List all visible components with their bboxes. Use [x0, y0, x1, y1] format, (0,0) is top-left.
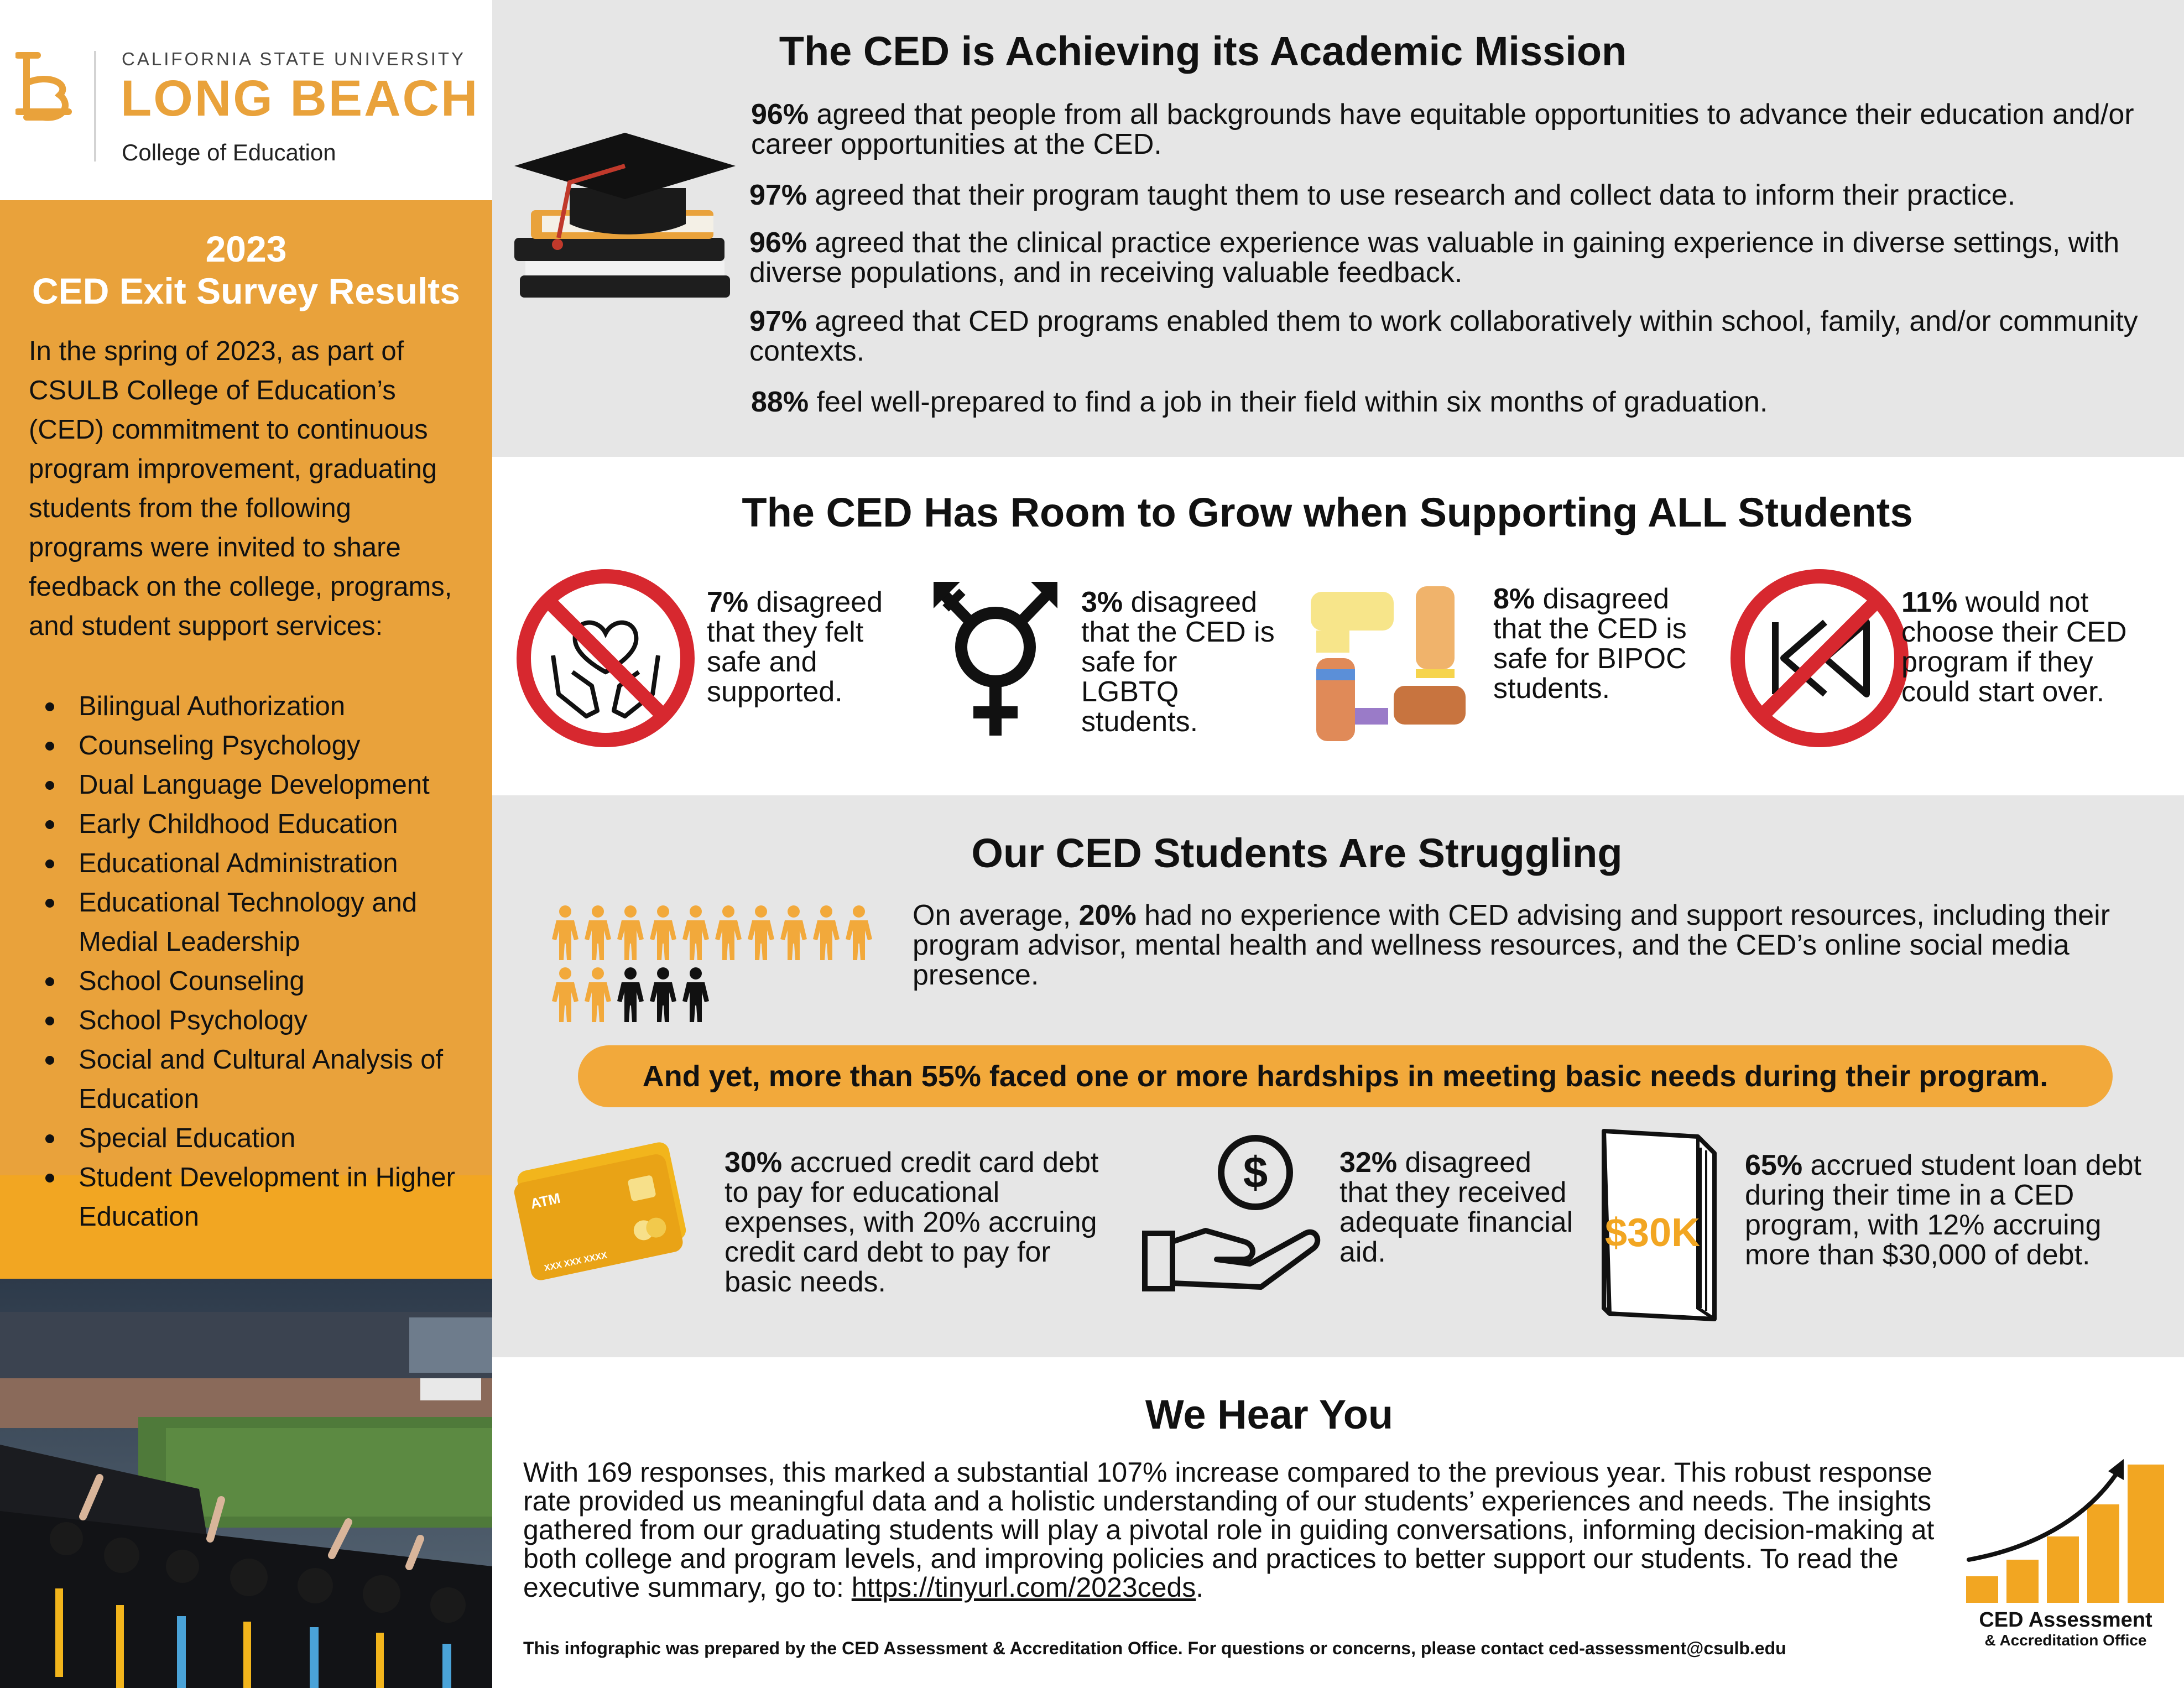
hand-dollar-icon [1139, 1131, 1327, 1297]
credit-card-icon [509, 1134, 691, 1289]
sidebar-title-year: 2023 [205, 228, 287, 269]
hardship-stat-pct: 32% [1339, 1147, 1398, 1179]
office-subname: & Accreditation Office [1984, 1632, 2147, 1649]
person-icon [682, 905, 709, 960]
hardship-stat-text: accrued credit card debt to pay for educational expenses, with 20% accruing credit card debt to pay for basic needs. [724, 1147, 1099, 1298]
transgender-symbol-icon [929, 575, 1062, 741]
program-item: Dual Language Development [29, 765, 482, 805]
grow-stat-text: disagreed that the CED is safe for BIPOC students. [1493, 583, 1687, 705]
card-number: XXX XXX XXXX [543, 1251, 608, 1274]
program-item: Educational Technology and Medial Leadership [29, 883, 482, 962]
person-icon [552, 967, 578, 1022]
card-label: ATM [529, 1189, 562, 1212]
mission-stat-text: feel well-prepared to find a job in their field within six months of graduation. [809, 386, 1768, 418]
hear-paragraph-text: With 169 responses, this marked a substantial 107% increase compared to the previous year. This robust response rate provided us meaningful data and a holistic understanding of our students’ experiences and needs. The insights gathered from our graduating students will play a pivotal role in guiding conversations, informing decision-making at both college and program levels, and improving policies and practices to better support our students. To read the executive summary, go to: [523, 1457, 1935, 1603]
grow-heading: The CED Has Room to Grow when Supporting ALL Students [742, 489, 1913, 535]
person-icon [846, 905, 872, 960]
logo-area [0, 0, 492, 200]
office-name: CED Assessment [1979, 1608, 2152, 1632]
executive-summary-link[interactable]: https://tinyurl.com/2023ceds [851, 1572, 1196, 1603]
grow-stat-1 [707, 587, 906, 707]
mission-stat-3 [749, 228, 2154, 288]
svg-text:$: $ [1243, 1148, 1268, 1197]
advising-pct: 20% [1078, 899, 1137, 931]
advising-pre: On average, [913, 899, 1079, 931]
hardship-stat-2 [1339, 1148, 1583, 1267]
person-icon [813, 905, 840, 960]
lb-monogram-icon [15, 51, 76, 124]
hardship-banner: And yet, more than 55% faced one or more hardships in meeting basic needs during their program. [578, 1045, 2113, 1107]
program-item: Special Education [29, 1119, 482, 1158]
mission-stat-text: agreed that people from all backgrounds have equitable opportunities to advance their education and/or career opportunities at the CED. [751, 98, 2134, 160]
hardship-stat-pct: 65% [1745, 1149, 1803, 1181]
hear-paragraph [523, 1458, 1961, 1602]
person-icon [552, 905, 578, 960]
mission-stat-4 [749, 306, 2154, 366]
mission-stat-pct: 88% [751, 386, 809, 418]
person-icon [715, 905, 742, 960]
hardship-stat-text: disagreed that they received adequate financial aid. [1339, 1147, 1573, 1268]
person-icon [650, 905, 676, 960]
person-icon [617, 905, 644, 960]
sidebar [0, 0, 492, 1688]
grow-stat-text: would not choose their CED program if they could start over. [1901, 586, 2127, 708]
program-item: Educational Administration [29, 844, 482, 883]
grow-stat-pct: 8% [1493, 583, 1535, 615]
grow-stat-2 [1081, 587, 1280, 737]
hardship-stat-3 [1745, 1150, 2165, 1270]
no-rewind-icon [1728, 567, 1911, 749]
mission-stat-pct: 97% [749, 179, 807, 211]
logo-campus: LONG BEACH [121, 70, 479, 127]
hardship-stat-1 [724, 1148, 1112, 1297]
mission-stat-text: agreed that their program taught them to use research and collect data to inform their practice. [807, 179, 2016, 211]
grow-stat-4 [1901, 587, 2145, 707]
grow-stat-pct: 11% [1901, 586, 1958, 618]
logo-college: College of Education [122, 139, 336, 165]
person-icon [585, 905, 611, 960]
program-item: School Counseling [29, 962, 482, 1001]
person-icon [617, 967, 644, 1022]
grow-stat-3 [1493, 584, 1692, 704]
person-icon [650, 967, 676, 1022]
book-label: $30K [1604, 1211, 1701, 1255]
program-item: School Psychology [29, 1001, 482, 1040]
mission-stat-5 [751, 387, 2156, 417]
people-group-icon [552, 905, 884, 1023]
logo-university: CALIFORNIA STATE UNIVERSITY [122, 49, 466, 69]
sidebar-title: CED Exit Survey Results [32, 270, 460, 311]
mission-heading: The CED is Achieving its Academic Mission [779, 28, 1627, 74]
advising-text: had no experience with CED advising and support resources, including their program advisor, mental health and wellness resources, and the CED’s online social media presence. [913, 899, 2110, 991]
logo-divider [94, 51, 96, 161]
program-item: Bilingual Authorization [29, 687, 482, 726]
grow-stat-pct: 3% [1081, 586, 1123, 618]
diverse-fists-icon [1305, 581, 1471, 747]
mission-stat-text: agreed that CED programs enabled them to work collaboratively within school, family, and/or community contexts. [749, 305, 2138, 367]
mission-stat-1 [751, 100, 2156, 159]
growth-bar-chart-icon [1963, 1455, 2168, 1604]
grow-stat-text: disagreed that the CED is safe for LGBTQ students. [1081, 586, 1275, 738]
hardship-stat-pct: 30% [724, 1147, 783, 1179]
person-icon [780, 905, 807, 960]
graduation-ceremony-photo [0, 1279, 492, 1688]
program-item: Counseling Psychology [29, 726, 482, 765]
struggling-heading: Our CED Students Are Struggling [971, 830, 1623, 876]
loan-book-icon [1587, 1120, 1737, 1325]
footer-note: This infographic was prepared by the CED Assessment & Accreditation Office. For questions or concerns, please contact ced-assessment@csulb.edu [523, 1638, 1786, 1658]
mission-stat-pct: 96% [749, 227, 807, 259]
mission-stat-pct: 96% [751, 98, 809, 131]
hear-paragraph-end: . [1196, 1572, 1204, 1603]
program-list [29, 687, 482, 1237]
grow-stat-pct: 7% [707, 586, 749, 618]
mission-stat-2 [749, 180, 2154, 210]
no-heart-hands-icon [514, 567, 697, 749]
hear-heading: We Hear You [1145, 1392, 1394, 1437]
mission-stat-text: agreed that the clinical practice experience was valuable in gaining experience in diverse settings, with diverse populations, and in receiving valuable feedback. [749, 227, 2120, 289]
hardship-stat-text: accrued student loan debt during their time in a CED program, with 12% accruing more than $30,000 of debt. [1745, 1149, 2141, 1271]
graduation-cap-books-icon [509, 127, 741, 304]
person-icon [585, 967, 611, 1022]
mission-stat-pct: 97% [749, 305, 807, 337]
sidebar-intro: In the spring of 2023, as part of CSULB College of Education’s (CED) commitment to continuous program improvement, graduating students from the following programs were invited to share feedback on the college, programs, and student support services: [29, 336, 452, 641]
program-item: Early Childhood Education [29, 805, 482, 844]
advising-stat [913, 900, 2157, 990]
program-item: Social and Cultural Analysis of Education [29, 1040, 482, 1119]
program-item: Student Development in Higher Education [29, 1158, 482, 1237]
person-icon [682, 967, 709, 1022]
grow-stat-text: disagreed that they felt safe and supported. [707, 586, 883, 708]
person-icon [748, 905, 774, 960]
